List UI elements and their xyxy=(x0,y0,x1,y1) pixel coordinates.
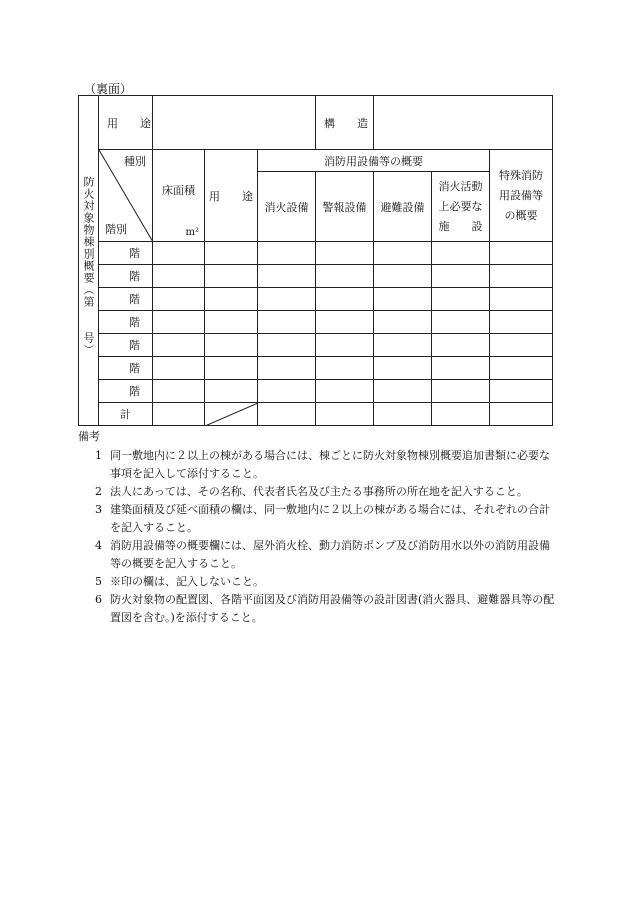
total-alarm-cell[interactable] xyxy=(316,403,374,426)
note-item xyxy=(78,483,558,501)
floor-area-label: 床面積 xyxy=(162,184,195,197)
floor-area-header xyxy=(153,150,205,242)
total-fire-ext-cell[interactable] xyxy=(258,403,316,426)
side-label: 防火対象物棟別概要（第 号） xyxy=(82,176,95,356)
table-row xyxy=(79,380,553,403)
evac-cell[interactable] xyxy=(374,357,432,380)
note-text: 建築面積及び延べ面積の欄は、同一敷地内に２以上の棟がある場合には、それぞれの合計を記入すること。 xyxy=(110,503,550,534)
special-cell[interactable] xyxy=(490,242,553,265)
usage-cell[interactable] xyxy=(205,380,258,403)
fire-ext-cell[interactable] xyxy=(258,334,316,357)
table-row xyxy=(79,311,553,334)
firefight-cell[interactable] xyxy=(432,380,490,403)
floor-row-label: 階 xyxy=(99,334,153,357)
alarm-cell[interactable] xyxy=(316,311,374,334)
note-number: 4 xyxy=(95,539,102,552)
usage-cell[interactable] xyxy=(205,334,258,357)
special-cell[interactable] xyxy=(490,380,553,403)
side-label-cell xyxy=(79,96,99,426)
floor-row-label: 階 xyxy=(99,265,153,288)
total-special-cell[interactable] xyxy=(490,403,553,426)
alarm-cell[interactable] xyxy=(316,380,374,403)
building-summary-table xyxy=(78,95,553,426)
alarm-cell[interactable] xyxy=(316,334,374,357)
floor-area-cell[interactable] xyxy=(153,380,205,403)
floor-area-cell[interactable] xyxy=(153,265,205,288)
alarm-cell[interactable] xyxy=(316,288,374,311)
special-cell[interactable] xyxy=(490,288,553,311)
note-number: 6 xyxy=(95,593,102,606)
floor-area-unit: m² xyxy=(185,227,199,238)
alarm-cell[interactable] xyxy=(316,357,374,380)
floor-usage-header: 用 途 xyxy=(205,150,258,242)
special-equipment-header xyxy=(490,150,553,242)
floor-row-label: 階 xyxy=(99,311,153,334)
floor-area-cell[interactable] xyxy=(153,311,205,334)
floor-area-cell[interactable] xyxy=(153,334,205,357)
floor-row-label: 階 xyxy=(99,380,153,403)
evac-cell[interactable] xyxy=(374,265,432,288)
fire-ext-cell[interactable] xyxy=(258,242,316,265)
note-text: ※印の欄は、記入しないこと。 xyxy=(110,575,264,588)
type-label: 種別 xyxy=(124,155,146,168)
note-item xyxy=(78,501,558,537)
note-item xyxy=(78,447,558,483)
total-floor-area-cell[interactable] xyxy=(153,403,205,426)
firefight-cell[interactable] xyxy=(432,265,490,288)
usage-cell[interactable] xyxy=(205,311,258,334)
structure-value[interactable] xyxy=(374,96,553,150)
fire-ext-cell[interactable] xyxy=(258,380,316,403)
type-floor-diagonal-cell xyxy=(99,150,153,242)
usage-cell[interactable] xyxy=(205,242,258,265)
evac-cell[interactable] xyxy=(374,311,432,334)
evacuation-header: 避難設備 xyxy=(374,172,432,242)
evac-cell[interactable] xyxy=(374,288,432,311)
note-item xyxy=(78,573,558,591)
special-line-2: 用設備等 xyxy=(499,188,544,202)
floor-row-label: 階 xyxy=(99,357,153,380)
firefighting-facilities-header xyxy=(432,172,490,242)
note-number: 5 xyxy=(95,575,102,588)
firefight-cell[interactable] xyxy=(432,242,490,265)
floor-label: 階別 xyxy=(105,223,127,236)
total-row xyxy=(79,403,553,426)
total-usage-diagonal-cell xyxy=(205,403,258,426)
notes-heading: 備考 xyxy=(78,430,100,443)
page-label: （裏面） xyxy=(84,82,133,96)
total-firefight-cell[interactable] xyxy=(432,403,490,426)
note-item xyxy=(78,591,558,627)
evac-cell[interactable] xyxy=(374,334,432,357)
note-number: 3 xyxy=(95,503,102,516)
special-cell[interactable] xyxy=(490,311,553,334)
diagonal-line xyxy=(205,403,258,426)
evac-cell[interactable] xyxy=(374,242,432,265)
fire-ext-cell[interactable] xyxy=(258,357,316,380)
special-cell[interactable] xyxy=(490,265,553,288)
floor-row-label: 階 xyxy=(99,242,153,265)
usage-cell[interactable] xyxy=(205,357,258,380)
usage-value[interactable] xyxy=(153,96,316,150)
note-number: 1 xyxy=(95,449,102,462)
usage-cell[interactable] xyxy=(205,265,258,288)
structure-label: 構 造 xyxy=(316,96,374,150)
firefight-cell[interactable] xyxy=(432,288,490,311)
firefight-cell[interactable] xyxy=(432,311,490,334)
fire-ext-cell[interactable] xyxy=(258,288,316,311)
fire-extinguishing-header: 消火設備 xyxy=(258,172,316,242)
floor-area-cell[interactable] xyxy=(153,288,205,311)
special-cell[interactable] xyxy=(490,357,553,380)
fire-ext-cell[interactable] xyxy=(258,311,316,334)
special-cell[interactable] xyxy=(490,334,553,357)
equipment-summary-header: 消防用設備等の概要 xyxy=(258,150,490,172)
special-line-1: 特殊消防 xyxy=(499,168,544,182)
firefight-cell[interactable] xyxy=(432,357,490,380)
table-row xyxy=(79,242,553,265)
special-line-3: の概要 xyxy=(504,208,538,222)
floor-row-label: 階 xyxy=(99,288,153,311)
table-row xyxy=(79,288,553,311)
floor-area-cell[interactable] xyxy=(153,357,205,380)
note-text: 同一敷地内に２以上の棟がある場合には、棟ごとに防火対象物棟別概要追加書類に必要な事項を記入して添付すること。 xyxy=(110,449,550,480)
firefight-line-2: 上必要な xyxy=(438,199,483,213)
usage-cell[interactable] xyxy=(205,288,258,311)
firefight-line-1: 消火活動 xyxy=(438,179,483,193)
alarm-header: 警報設備 xyxy=(316,172,374,242)
notes-section xyxy=(78,428,558,627)
note-text: 防火対象物の配置図、各階平面図及び消防用設備等の設計図書(消火器具、避難器具等の配置図を含む。)を添付すること。 xyxy=(110,593,555,624)
table-row xyxy=(79,265,553,288)
table-row xyxy=(79,334,553,357)
note-text: 消防用設備等の概要欄には、屋外消火栓、動力消防ポンプ及び消防用水以外の消防用設備等の概要を記入すること。 xyxy=(110,539,550,570)
note-text: 法人にあっては、その名称、代表者氏名及び主たる事務所の所在地を記入すること。 xyxy=(110,485,528,498)
floor-area-cell[interactable] xyxy=(153,242,205,265)
evac-cell[interactable] xyxy=(374,380,432,403)
note-item xyxy=(78,537,558,573)
total-evac-cell[interactable] xyxy=(374,403,432,426)
firefight-cell[interactable] xyxy=(432,334,490,357)
usage-label: 用 途 xyxy=(99,96,153,150)
alarm-cell[interactable] xyxy=(316,265,374,288)
table-row xyxy=(79,357,553,380)
fire-ext-cell[interactable] xyxy=(258,265,316,288)
total-label: 計 xyxy=(99,403,153,426)
alarm-cell[interactable] xyxy=(316,242,374,265)
note-number: 2 xyxy=(95,485,102,498)
firefight-line-3: 施 設 xyxy=(438,219,483,233)
